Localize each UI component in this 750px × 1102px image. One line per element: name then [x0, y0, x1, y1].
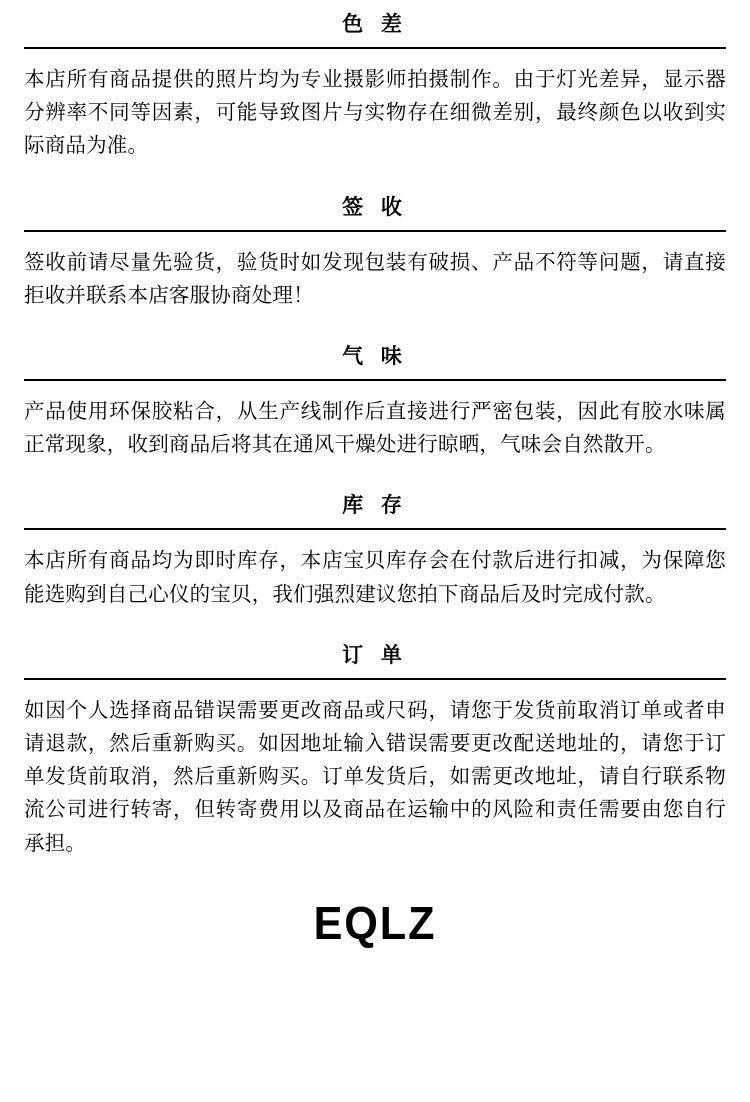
spacer: [24, 471, 726, 481]
section-inventory: [24, 481, 726, 620]
spacer: [24, 322, 726, 332]
section-title: 签 收: [342, 195, 408, 219]
section-title: 库 存: [342, 494, 408, 518]
section-title: 订 单: [342, 643, 408, 667]
section-body: 产品使用环保胶粘合，从生产线制作后直接进行严密包装，因此有胶水味属正常现象，收到商品后将其在通风干燥处进行晾晒，气味会自然散开。: [24, 400, 726, 457]
section-body: 签收前请尽量先验货，验货时如发现包装有破损、产品不符等问题，请直接拒收并联系本店客服协商处理！: [24, 250, 726, 307]
brand-logo: EQLZ: [313, 896, 437, 949]
section-body: 本店所有商品均为即时库存，本店宝贝库存会在付款后进行扣减，为保障您能选购到自己心仪的宝贝，我们强烈建议您拍下商品后及时完成付款。: [24, 549, 726, 606]
section-body: 如因个人选择商品错误需要更改商品或尺码，请您于发货前取消订单或者申请退款，然后重新购买。如因地址输入错误需要更改配送地址的，请您于订单发货前取消，然后重新购买。订单发货后，如需更改地址，请自行联系物流公司进行转寄，但转寄费用以及商品在运输中的风险和责任需要由您自行承担。: [24, 698, 726, 855]
spacer: [24, 621, 726, 631]
section-odor: [24, 332, 726, 471]
section-color-difference: [24, 0, 726, 173]
section-body: 本店所有商品提供的照片均为专业摄影师拍摄制作。由于灯光差异，显示器分辨率不同等因素，可能导致图片与实物存在细微差别，最终颜色以收到实际商品为准。: [24, 68, 726, 158]
section-order: [24, 631, 726, 870]
spacer: [24, 173, 726, 183]
section-receipt: [24, 183, 726, 322]
section-title: 气 味: [342, 345, 408, 369]
section-title: 色 差: [342, 13, 408, 36]
